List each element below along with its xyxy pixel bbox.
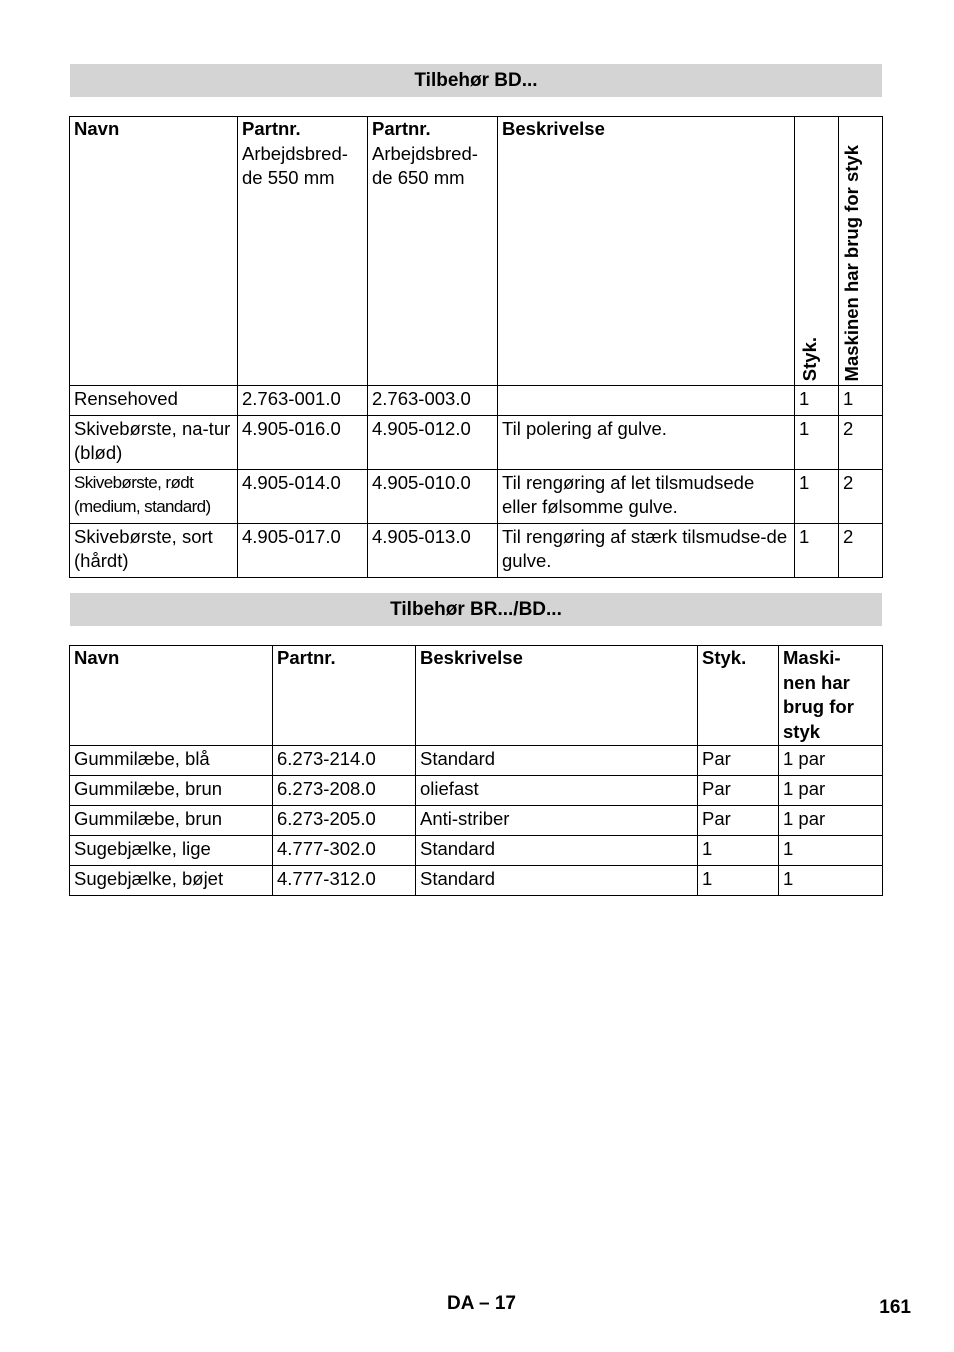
header-partnr: Partnr. (273, 646, 416, 746)
cell-partnr-550: 4.905-014.0 (238, 469, 368, 523)
cell-navn: Sugebjælke, bøjet (70, 866, 273, 896)
cell-maskinen: 1 par (779, 746, 883, 776)
header-beskrivelse: Beskrivelse (498, 117, 795, 386)
header-styk (795, 117, 839, 386)
cell-maskinen: 1 par (779, 776, 883, 806)
header-styk-label: Styk. (799, 336, 820, 381)
cell-partnr: 6.273-208.0 (273, 776, 416, 806)
cell-maskinen: 1 (779, 866, 883, 896)
cell-navn: Sugebjælke, lige (70, 836, 273, 866)
cell-partnr-650: 4.905-010.0 (368, 469, 498, 523)
cell-navn: Gummilæbe, blå (70, 746, 273, 776)
cell-maskinen: 2 (839, 523, 883, 577)
header-partnr-sub: Arbejdsbred-de 550 mm (242, 142, 348, 188)
header-partnr-label: Partnr. (242, 118, 301, 139)
cell-styk: Par (698, 776, 779, 806)
cell-beskrivelse: Anti-striber (416, 806, 698, 836)
cell-maskinen: 1 (779, 836, 883, 866)
footer-section-label: DA – 17 (447, 1293, 516, 1314)
cell-maskinen: 2 (839, 469, 883, 523)
accessories-bd-table (69, 116, 883, 578)
header-partnr-sub: Arbejdsbred-de 650 mm (372, 142, 478, 188)
cell-maskinen: 2 (839, 415, 883, 469)
cell-beskrivelse: Standard (416, 866, 698, 896)
header-navn: Navn (70, 646, 273, 746)
table-row (70, 836, 883, 866)
page-number: 161 (879, 1297, 911, 1318)
table-row (70, 806, 883, 836)
header-maskinen-label: Maski-nen har brug for styk (783, 647, 854, 742)
cell-beskrivelse: oliefast (416, 776, 698, 806)
cell-partnr-550: 2.763-001.0 (238, 386, 368, 416)
cell-beskrivelse: Til polering af gulve. (498, 415, 795, 469)
cell-styk: 1 (698, 836, 779, 866)
cell-styk: 1 (795, 386, 839, 416)
cell-navn: Skivebørste, na-tur (blød) (70, 415, 238, 469)
cell-partnr-550: 4.905-016.0 (238, 415, 368, 469)
cell-styk: Par (698, 806, 779, 836)
table-row (70, 386, 883, 416)
cell-beskrivelse: Til rengøring af stærk tilsmudse-de gulve. (498, 523, 795, 577)
section-title-br-bd: Tilbehør BR.../BD... (70, 593, 882, 626)
cell-partnr-550: 4.905-017.0 (238, 523, 368, 577)
table-header-row (70, 117, 883, 386)
cell-styk: 1 (698, 866, 779, 896)
cell-styk: 1 (795, 415, 839, 469)
cell-navn: Skivebørste, rødt (medium, standard) (70, 469, 238, 523)
header-partnr-label: Partnr. (372, 118, 431, 139)
cell-beskrivelse: Standard (416, 836, 698, 866)
cell-beskrivelse: Til rengøring af let tilsmudsede eller følsomme gulve. (498, 469, 795, 523)
cell-partnr-650: 4.905-013.0 (368, 523, 498, 577)
table-row (70, 415, 883, 469)
cell-partnr: 6.273-205.0 (273, 806, 416, 836)
table-row (70, 469, 883, 523)
header-navn: Navn (70, 117, 238, 386)
header-beskrivelse: Beskrivelse (416, 646, 698, 746)
cell-partnr: 4.777-312.0 (273, 866, 416, 896)
cell-navn: Gummilæbe, brun (70, 806, 273, 836)
cell-beskrivelse: Standard (416, 746, 698, 776)
cell-partnr-650: 2.763-003.0 (368, 386, 498, 416)
cell-styk: 1 (795, 523, 839, 577)
header-partnr-550 (238, 117, 368, 386)
cell-styk: 1 (795, 469, 839, 523)
cell-navn: Gummilæbe, brun (70, 776, 273, 806)
table-header-row (70, 646, 883, 746)
table-row (70, 746, 883, 776)
cell-navn: Skivebørste, sort (hårdt) (70, 523, 238, 577)
header-maskinen-label: Maskinen har brug for styk (841, 144, 862, 381)
cell-navn: Rensehoved (70, 386, 238, 416)
header-partnr-650 (368, 117, 498, 386)
cell-beskrivelse (498, 386, 795, 416)
cell-maskinen: 1 par (779, 806, 883, 836)
cell-partnr: 4.777-302.0 (273, 836, 416, 866)
header-maskinen (839, 117, 883, 386)
table-row (70, 776, 883, 806)
cell-maskinen: 1 (839, 386, 883, 416)
header-maskinen (779, 646, 883, 746)
table-row (70, 523, 883, 577)
table-row (70, 866, 883, 896)
cell-partnr-650: 4.905-012.0 (368, 415, 498, 469)
section-title-bd: Tilbehør BD... (70, 64, 882, 97)
header-styk: Styk. (698, 646, 779, 746)
cell-partnr: 6.273-214.0 (273, 746, 416, 776)
accessories-br-bd-table (69, 645, 883, 896)
cell-styk: Par (698, 746, 779, 776)
